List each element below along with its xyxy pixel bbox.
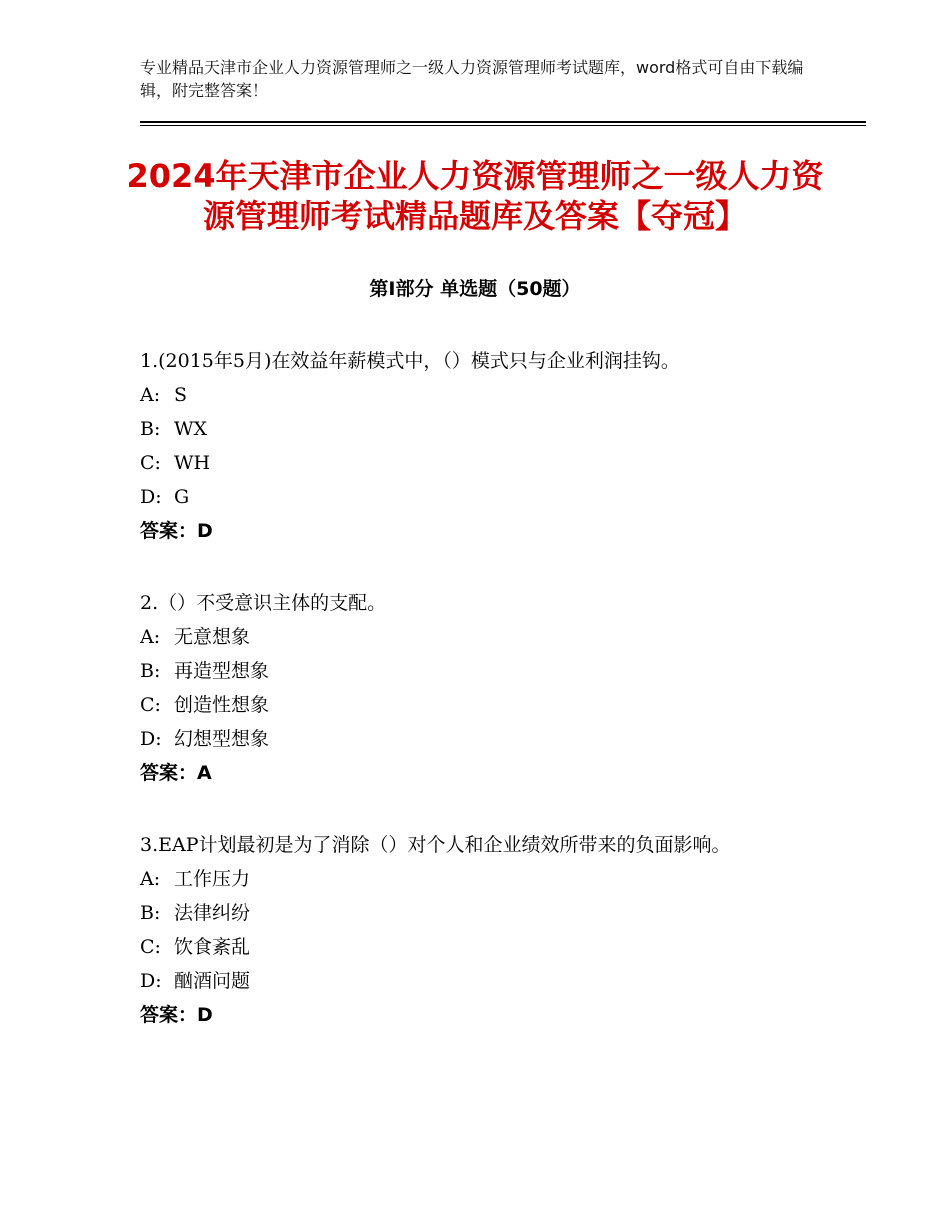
option-text: G — [174, 486, 190, 508]
option-text: 工作压力 — [174, 868, 251, 890]
option-a — [140, 862, 860, 896]
option-key: A: — [140, 868, 161, 890]
option-key: D: — [140, 486, 162, 508]
option-text: 创造性想象 — [174, 694, 270, 716]
header-rule-thick — [140, 121, 866, 123]
option-key: C: — [140, 936, 161, 958]
option-c — [140, 930, 860, 964]
option-key: A: — [140, 384, 161, 406]
option-text: 酗酒问题 — [174, 970, 251, 992]
option-text: 饮食紊乱 — [174, 936, 251, 958]
answer-label: 答案：D — [140, 520, 213, 542]
option-key: B: — [140, 902, 161, 924]
question-list — [140, 344, 860, 1070]
option-key: C: — [140, 452, 161, 474]
option-b — [140, 412, 860, 446]
option-text: 无意想象 — [174, 626, 251, 648]
header-rule-thin — [140, 125, 866, 126]
question-3 — [140, 828, 860, 1032]
option-key: B: — [140, 418, 161, 440]
option-c — [140, 446, 860, 480]
question-stem: 3.EAP计划最初是为了消除（）对个人和企业绩效所带来的负面影响。 — [140, 834, 731, 856]
option-b — [140, 654, 860, 688]
question-2 — [140, 586, 860, 790]
option-text: WH — [174, 452, 211, 474]
answer-label: 答案：A — [140, 762, 212, 784]
option-b — [140, 896, 860, 930]
option-d — [140, 722, 860, 756]
question-1 — [140, 344, 860, 548]
option-d — [140, 480, 860, 514]
option-text: S — [174, 384, 188, 406]
option-text: 再造型想象 — [174, 660, 270, 682]
option-c — [140, 688, 860, 722]
option-text: 幻想型想象 — [174, 728, 270, 750]
option-a — [140, 378, 860, 412]
option-text: 法律纠纷 — [174, 902, 251, 924]
answer-label: 答案：D — [140, 1004, 213, 1026]
document-title: 2024年天津市企业人力资源管理师之一级人力资源管理师考试精品题库及答案【夺冠】 — [126, 157, 824, 235]
question-stem: 2.（）不受意识主体的支配。 — [140, 592, 387, 614]
section-title: 第Ⅰ部分 单选题（50题） — [369, 278, 581, 300]
option-key: C: — [140, 694, 161, 716]
option-key: D: — [140, 728, 162, 750]
question-stem: 1.(2015年5月)在效益年薪模式中，（）模式只与企业利润挂钩。 — [140, 350, 680, 372]
option-key: A: — [140, 626, 161, 648]
option-d — [140, 964, 860, 998]
option-key: B: — [140, 660, 161, 682]
option-key: D: — [140, 970, 162, 992]
option-text: WX — [174, 418, 208, 440]
option-a — [140, 620, 860, 654]
header-note: 专业精品天津市企业人力资源管理师之一级人力资源管理师考试题库，word格式可自由下载编辑，附完整答案！ — [140, 58, 804, 100]
